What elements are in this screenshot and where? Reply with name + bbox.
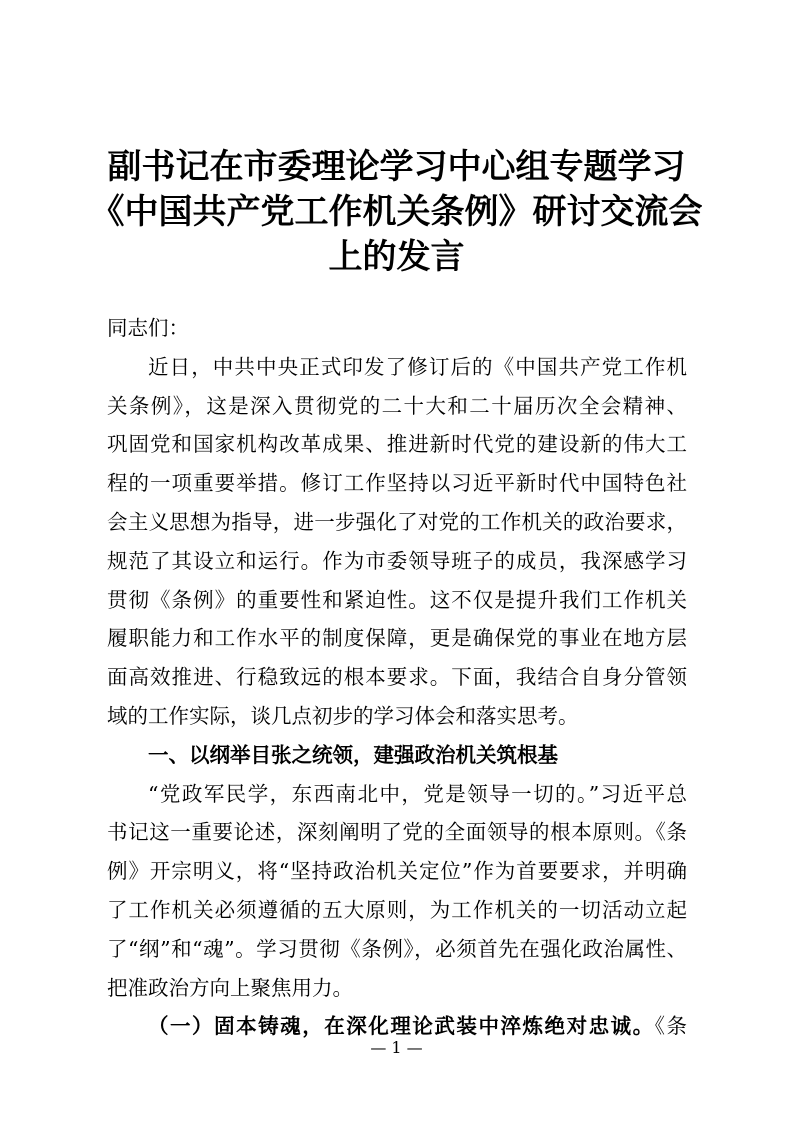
salutation: 同志们： [107, 316, 189, 340]
subheading-1-tail: 《条 [654, 1014, 687, 1039]
paragraph-1-line-1: 近日，中共中央正式印发了修订后的《中国共产党工作机 [148, 354, 687, 379]
paragraph-1-line-5: 会主义思想为指导，进一步强化了对党的工作机关的政治要求， [107, 509, 687, 534]
paragraph-2-line-2: 书记这一重要论述，深刻阐明了党的全面领导的根本原则。《条 [107, 820, 687, 845]
document-body [107, 309, 687, 1046]
paragraph-1-line-8: 履职能力和工作水平的制度保障，更是确保党的事业在地方层 [107, 626, 687, 651]
page-number: — 1 — [370, 1038, 423, 1057]
paragraph-1-line-9: 面高效推进、行稳致远的根本要求。下面，我结合自身分管领 [107, 665, 687, 690]
paragraph-1-line-6: 规范了其设立和运行。作为市委领导班子的成员，我深感学习 [107, 548, 687, 573]
paragraph-2-line-3: 例》开宗明义，将“坚持政治机关定位”作为首要要求，并明确 [107, 859, 687, 884]
paragraph-1-line-4: 程的一项重要举措。修订工作坚持以习近平新时代中国特色社 [107, 471, 687, 496]
subheading-1: （一）固本铸魂，在深化理论武装中淬炼绝对忠诚。 [148, 1014, 655, 1039]
paragraph-2-line-4: 了工作机关必须遵循的五大原则，为工作机关的一切活动立起 [107, 897, 687, 922]
title-line-2: 《中国共产党工作机关条例》研讨交流会 [90, 192, 703, 232]
paragraph-2-line-6: 把准政治方向上聚焦用力。 [107, 975, 353, 1000]
paragraph-2-line-5: 了“纲”和“魂”。学习贯彻《条例》，必须首先在强化政治属性、 [107, 936, 687, 961]
paragraph-1-line-3: 巩固党和国家机构改革成果、推进新时代党的建设新的伟大工 [107, 432, 687, 457]
paragraph-2-line-1: “党政军民学，东西南北中，党是领导一切的。”习近平总 [148, 781, 687, 806]
section-heading-1: 一、以纲举目张之统领，建强政治机关筑根基 [148, 742, 558, 767]
title-line-1: 副书记在市委理论学习中心组专题学习 [107, 147, 686, 187]
title-line-3: 上的发言 [328, 237, 465, 277]
paragraph-1-line-10: 域的工作实际，谈几点初步的学习体会和落实思考。 [107, 703, 579, 728]
document-title [60, 145, 733, 280]
paragraph-1-line-7: 贯彻《条例》的重要性和紧迫性。这不仅是提升我们工作机关 [107, 587, 687, 612]
paragraph-1-line-2: 关条例》，这是深入贯彻党的二十大和二十届历次全会精神、 [107, 393, 687, 418]
